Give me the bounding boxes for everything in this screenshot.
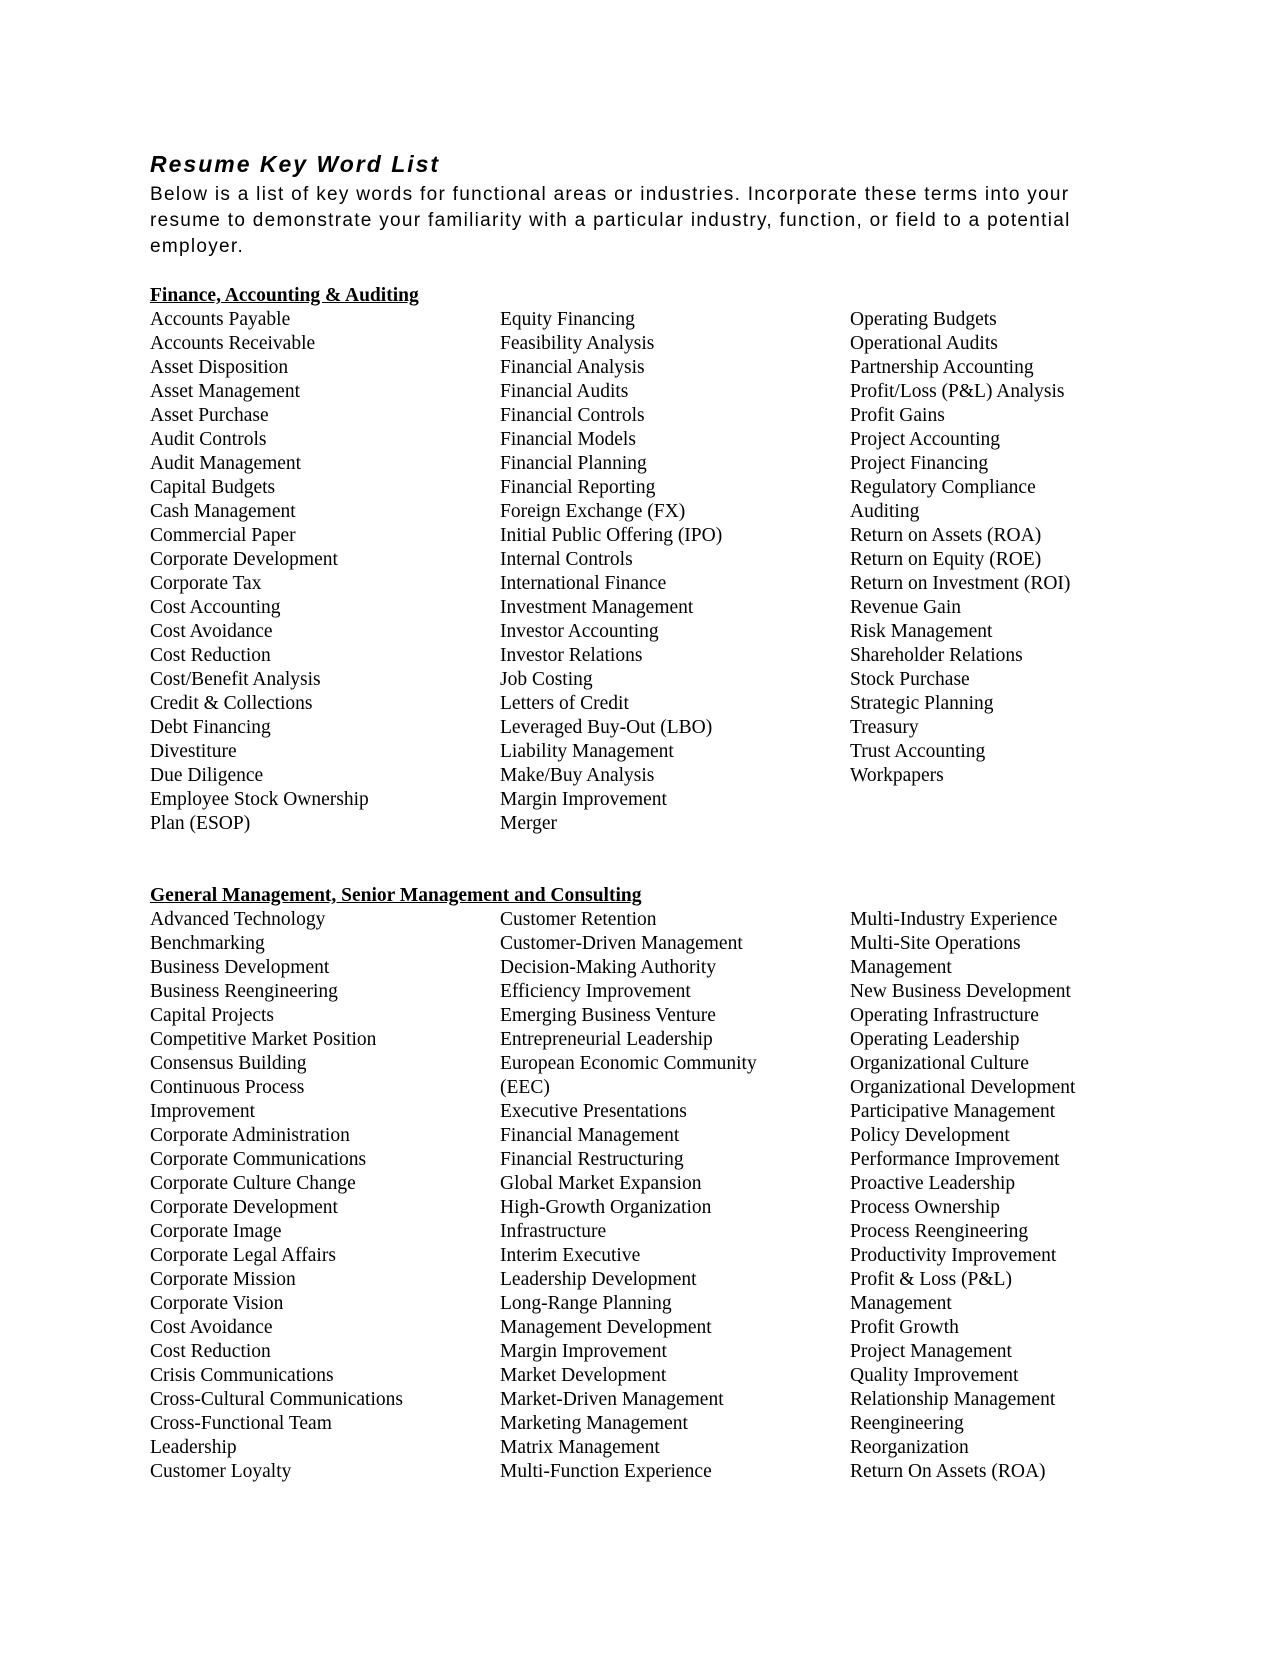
keyword-item: Financial Models (500, 429, 636, 450)
keyword-item: Productivity Improvement (850, 1245, 1057, 1266)
keyword-item: Project Financing (850, 453, 989, 474)
keyword-item: Multi-Function Experience (500, 1461, 712, 1482)
keyword-item: Financial Reporting (500, 477, 656, 498)
keyword-item: Due Diligence (150, 765, 264, 786)
keyword-item: Customer Retention (500, 909, 657, 930)
keyword-item: Infrastructure (500, 1221, 607, 1242)
keyword-item: Corporate Development (150, 1197, 338, 1218)
intro-paragraph: Below is a list of key words for functional areas or industries. Incorporate these terms into your resume to demonstrate your familiarity with a particular industry, function, or field to a potential employer. (150, 184, 1071, 257)
keyword-item: Project Accounting (850, 429, 1001, 450)
keyword-item: Corporate Mission (150, 1269, 296, 1290)
keyword-item: International Finance (500, 573, 667, 594)
keyword-item: Accounts Payable (150, 309, 291, 330)
keyword-item: Investor Accounting (500, 621, 659, 642)
keyword-item: Financial Controls (500, 405, 645, 426)
keyword-item: Organizational Culture (850, 1053, 1029, 1074)
keyword-item: Cost Reduction (150, 1341, 271, 1362)
keyword-item: Advanced Technology (150, 909, 326, 930)
keyword-item: Financial Management (500, 1125, 680, 1146)
keyword-item: Benchmarking (150, 933, 265, 954)
keyword-item: Participative Management (850, 1101, 1056, 1122)
keyword-item: Cost Avoidance (150, 1317, 273, 1338)
keyword-item: Improvement (150, 1101, 256, 1122)
keyword-item: Global Market Expansion (500, 1173, 702, 1194)
keyword-item: Merger (500, 813, 558, 834)
keyword-item: Return on Equity (ROE) (850, 549, 1042, 570)
keyword-item: Cost/Benefit Analysis (150, 669, 321, 690)
keyword-item: Margin Improvement (500, 1341, 667, 1362)
keyword-item: Audit Controls (150, 429, 267, 450)
keyword-item: Margin Improvement (500, 789, 667, 810)
keyword-item: Decision-Making Authority (500, 957, 717, 978)
keyword-item: Efficiency Improvement (500, 981, 691, 1002)
keyword-item: Corporate Culture Change (150, 1173, 356, 1194)
keyword-item: Asset Purchase (150, 405, 269, 426)
keyword-item: Strategic Planning (850, 693, 994, 714)
document-page (150, 150, 1140, 1484)
keyword-columns (150, 908, 1140, 1484)
keyword-item: Consensus Building (150, 1053, 307, 1074)
keyword-item: Commercial Paper (150, 525, 296, 546)
keyword-item: Profit Growth (850, 1317, 959, 1338)
keyword-item: Cost Accounting (150, 597, 281, 618)
keyword-item: Letters of Credit (500, 693, 629, 714)
keyword-item: Plan (ESOP) (150, 813, 251, 834)
keyword-item: Customer-Driven Management (500, 933, 743, 954)
section-heading: General Management, Senior Management and Consulting (150, 885, 642, 906)
document-title: Resume Key Word List (150, 151, 441, 177)
keyword-column (150, 908, 500, 1484)
keyword-item: Asset Disposition (150, 357, 289, 378)
keyword-item: Multi-Industry Experience (850, 909, 1058, 930)
keyword-item: Partnership Accounting (850, 357, 1034, 378)
keyword-item: Auditing (850, 501, 920, 522)
keyword-column (500, 308, 850, 836)
keyword-item: Multi-Site Operations (850, 933, 1021, 954)
keyword-item: Cost Reduction (150, 645, 271, 666)
keyword-item: Initial Public Offering (IPO) (500, 525, 723, 546)
keyword-item: Profit/Loss (P&L) Analysis (850, 381, 1065, 402)
keyword-item: Project Management (850, 1341, 1012, 1362)
keyword-item: Market-Driven Management (500, 1389, 724, 1410)
keyword-item: Business Reengineering (150, 981, 338, 1002)
keyword-column (850, 908, 1140, 1484)
keyword-item: Profit & Loss (P&L) (850, 1269, 1012, 1290)
section-general-management-consulting (150, 884, 1140, 1484)
keyword-item: Entrepreneurial Leadership (500, 1029, 713, 1050)
keyword-item: Foreign Exchange (FX) (500, 501, 686, 522)
keyword-item: Job Costing (500, 669, 593, 690)
keyword-item: Corporate Tax (150, 573, 262, 594)
keyword-item: Customer Loyalty (150, 1461, 292, 1482)
keyword-item: Operating Infrastructure (850, 1005, 1039, 1026)
keyword-item: Regulatory Compliance (850, 477, 1036, 498)
keyword-item: Credit & Collections (150, 693, 313, 714)
keyword-item: High-Growth Organization (500, 1197, 712, 1218)
keyword-item: Liability Management (500, 741, 674, 762)
keyword-item: Quality Improvement (850, 1365, 1019, 1386)
keyword-item: Corporate Image (150, 1221, 282, 1242)
keyword-item: Capital Budgets (150, 477, 276, 498)
keyword-item: Performance Improvement (850, 1149, 1060, 1170)
keyword-item: Process Reengineering (850, 1221, 1029, 1242)
keyword-item: Divestiture (150, 741, 237, 762)
keyword-item: Matrix Management (500, 1437, 660, 1458)
keyword-item: Financial Restructuring (500, 1149, 684, 1170)
keyword-item: Financial Planning (500, 453, 647, 474)
keyword-item: Return On Assets (ROA) (850, 1461, 1046, 1482)
keyword-item: Reorganization (850, 1437, 969, 1458)
keyword-item: Reengineering (850, 1413, 964, 1434)
keyword-item: Leveraged Buy-Out (LBO) (500, 717, 713, 738)
keyword-item: Stock Purchase (850, 669, 970, 690)
keyword-item: Return on Assets (ROA) (850, 525, 1042, 546)
keyword-item: Asset Management (150, 381, 301, 402)
keyword-item: Treasury (850, 717, 919, 738)
keyword-item: Organizational Development (850, 1077, 1076, 1098)
keyword-item: Process Ownership (850, 1197, 1001, 1218)
section-heading: Finance, Accounting & Auditing (150, 285, 419, 306)
keyword-item: Shareholder Relations (850, 645, 1023, 666)
keyword-item: Corporate Communications (150, 1149, 367, 1170)
keyword-item: Cash Management (150, 501, 296, 522)
keyword-item: Revenue Gain (850, 597, 962, 618)
keyword-item: Cross-Functional Team (150, 1413, 332, 1434)
keyword-column (150, 308, 500, 836)
keyword-item: Investor Relations (500, 645, 643, 666)
keyword-item: (EEC) (500, 1077, 550, 1098)
keyword-item: Executive Presentations (500, 1101, 687, 1122)
keyword-item: Financial Audits (500, 381, 629, 402)
keyword-item: Financial Analysis (500, 357, 645, 378)
keyword-item: European Economic Community (500, 1053, 757, 1074)
keyword-item: Management (850, 957, 952, 978)
keyword-item: Long-Range Planning (500, 1293, 672, 1314)
keyword-item: Policy Development (850, 1125, 1010, 1146)
keyword-item: Interim Executive (500, 1245, 641, 1266)
keyword-item: Profit Gains (850, 405, 945, 426)
keyword-item: Feasibility Analysis (500, 333, 655, 354)
keyword-item: Debt Financing (150, 717, 271, 738)
keyword-item: Capital Projects (150, 1005, 275, 1026)
keyword-item: New Business Development (850, 981, 1071, 1002)
keyword-item: Competitive Market Position (150, 1029, 377, 1050)
keyword-item: Corporate Vision (150, 1293, 284, 1314)
keyword-item: Corporate Administration (150, 1125, 350, 1146)
keyword-item: Corporate Development (150, 549, 338, 570)
keyword-item: Continuous Process (150, 1077, 305, 1098)
keyword-item: Leadership Development (500, 1269, 697, 1290)
keyword-item: Crisis Communications (150, 1365, 334, 1386)
keyword-item: Make/Buy Analysis (500, 765, 655, 786)
keyword-item: Cost Avoidance (150, 621, 273, 642)
keyword-item: Internal Controls (500, 549, 633, 570)
keyword-item: Relationship Management (850, 1389, 1056, 1410)
keyword-item: Leadership (150, 1437, 237, 1458)
keyword-item: Cross-Cultural Communications (150, 1389, 403, 1410)
keyword-item: Return on Investment (ROI) (850, 573, 1071, 594)
keyword-item: Emerging Business Venture (500, 1005, 716, 1026)
keyword-item: Corporate Legal Affairs (150, 1245, 336, 1266)
keyword-item: Audit Management (150, 453, 302, 474)
keyword-columns (150, 308, 1140, 836)
keyword-item: Business Development (150, 957, 330, 978)
keyword-item: Operating Leadership (850, 1029, 1020, 1050)
keyword-item: Equity Financing (500, 309, 635, 330)
keyword-item: Marketing Management (500, 1413, 688, 1434)
keyword-item: Trust Accounting (850, 741, 986, 762)
keyword-column (500, 908, 850, 1484)
keyword-item: Risk Management (850, 621, 993, 642)
keyword-item: Market Development (500, 1365, 667, 1386)
keyword-item: Operating Budgets (850, 309, 997, 330)
keyword-item: Accounts Receivable (150, 333, 316, 354)
keyword-column (850, 308, 1140, 836)
section-finance-accounting-auditing (150, 284, 1140, 836)
keyword-item: Investment Management (500, 597, 694, 618)
keyword-item: Workpapers (850, 765, 944, 786)
keyword-item: Management (850, 1293, 952, 1314)
keyword-item: Proactive Leadership (850, 1173, 1016, 1194)
keyword-item: Operational Audits (850, 333, 998, 354)
keyword-item: Management Development (500, 1317, 712, 1338)
keyword-item: Employee Stock Ownership (150, 789, 369, 810)
